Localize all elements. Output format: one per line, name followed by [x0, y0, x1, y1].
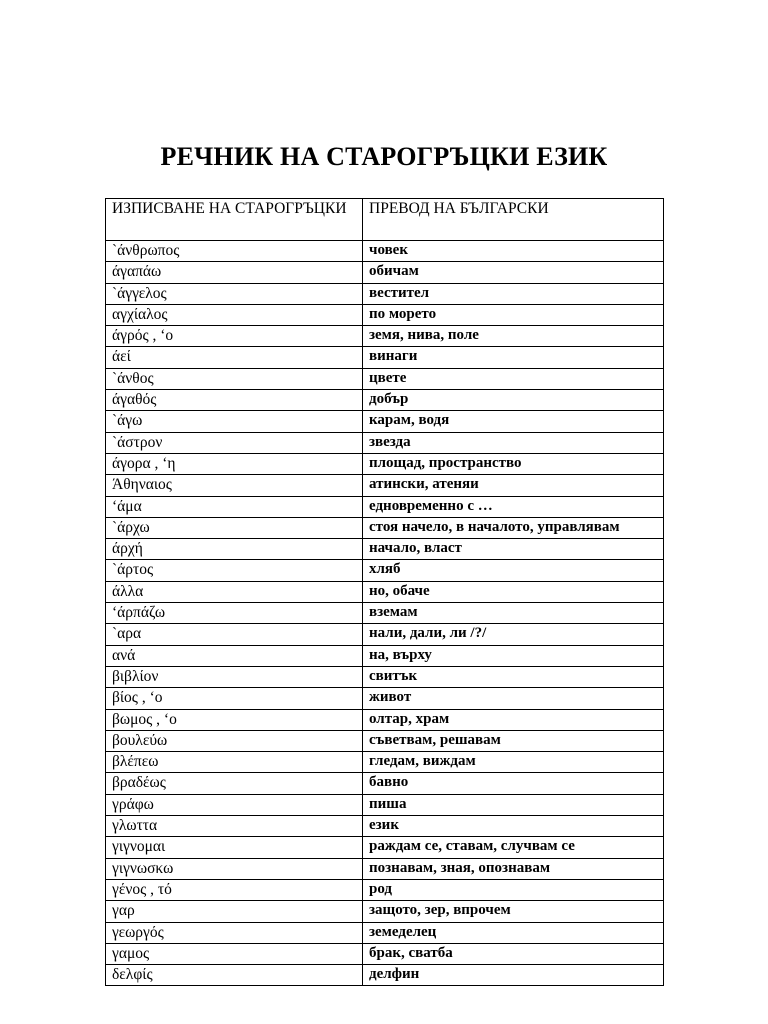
- greek-term-cell: άρχή: [106, 539, 363, 560]
- bulgarian-translation-cell: бавно: [363, 773, 664, 794]
- table-row: [106, 858, 664, 879]
- table-row: [106, 730, 664, 751]
- greek-term-cell: γιγνωσκω: [106, 858, 363, 879]
- greek-term-cell: `άρχω: [106, 517, 363, 538]
- dictionary-table: [105, 198, 664, 986]
- greek-term-cell: γαμος: [106, 943, 363, 964]
- bulgarian-translation-cell: начало, власт: [363, 539, 664, 560]
- table-row: [106, 624, 664, 645]
- table-row: [106, 879, 664, 900]
- bulgarian-translation-cell: свитък: [363, 666, 664, 687]
- table-header-row: [106, 199, 664, 241]
- bulgarian-translation-cell: атински, атеняи: [363, 475, 664, 496]
- greek-term-cell: άλλα: [106, 581, 363, 602]
- bulgarian-translation-cell: гледам, виждам: [363, 752, 664, 773]
- bulgarian-translation-cell: стоя начело, в началото, управлявам: [363, 517, 664, 538]
- bulgarian-translation-cell: език: [363, 816, 664, 837]
- table-row: [106, 965, 664, 986]
- table-row: [106, 304, 664, 325]
- bulgarian-translation-cell: на, върху: [363, 645, 664, 666]
- table-row: [106, 326, 664, 347]
- greek-term-cell: ανά: [106, 645, 363, 666]
- greek-term-cell: βουλεύω: [106, 730, 363, 751]
- bulgarian-translation-cell: познавам, зная, опознавам: [363, 858, 664, 879]
- bulgarian-translation-cell: живот: [363, 688, 664, 709]
- bulgarian-translation-cell: пиша: [363, 794, 664, 815]
- table-row: [106, 645, 664, 666]
- bulgarian-translation-cell: земя, нива, поле: [363, 326, 664, 347]
- bulgarian-translation-cell: цвете: [363, 368, 664, 389]
- greek-term-cell: βραδέως: [106, 773, 363, 794]
- table-row: [106, 943, 664, 964]
- bulgarian-translation-cell: олтар, храм: [363, 709, 664, 730]
- table-row: [106, 496, 664, 517]
- table-row: [106, 752, 664, 773]
- bulgarian-translation-cell: добър: [363, 390, 664, 411]
- bulgarian-translation-cell: обичам: [363, 262, 664, 283]
- bulgarian-translation-cell: едновременно с …: [363, 496, 664, 517]
- table-row: [106, 709, 664, 730]
- greek-term-cell: `άνθρωπος: [106, 241, 363, 262]
- page-title: РЕЧНИК НА СТАРОГРЪЦКИ ЕЗИК: [160, 142, 608, 171]
- greek-term-cell: άγορα , ‘η: [106, 453, 363, 474]
- greek-term-cell: ‘άρπάζω: [106, 603, 363, 624]
- greek-term-cell: δελφίς: [106, 965, 363, 986]
- bulgarian-translation-cell: винаги: [363, 347, 664, 368]
- table-row: [106, 453, 664, 474]
- bulgarian-translation-cell: защото, зер, впрочем: [363, 901, 664, 922]
- table-row: [106, 560, 664, 581]
- greek-term-cell: Άθηναιος: [106, 475, 363, 496]
- bulgarian-translation-cell: по морето: [363, 304, 664, 325]
- table-row: [106, 390, 664, 411]
- table-row: [106, 773, 664, 794]
- greek-term-cell: βιβλίον: [106, 666, 363, 687]
- bulgarian-translation-cell: хляб: [363, 560, 664, 581]
- table-row: [106, 901, 664, 922]
- table-row: [106, 241, 664, 262]
- greek-term-cell: γεωργός: [106, 922, 363, 943]
- bulgarian-translation-cell: карам, водя: [363, 411, 664, 432]
- bulgarian-translation-cell: делфин: [363, 965, 664, 986]
- table-row: [106, 666, 664, 687]
- bulgarian-translation-cell: земеделец: [363, 922, 664, 943]
- header-greek: ИЗПИСВАНЕ НА СТАРОГРЪЦКИ: [106, 199, 363, 241]
- greek-term-cell: αγχίαλος: [106, 304, 363, 325]
- greek-term-cell: γράφω: [106, 794, 363, 815]
- table-row: [106, 922, 664, 943]
- table-row: [106, 837, 664, 858]
- table-row: [106, 816, 664, 837]
- table-row: [106, 539, 664, 560]
- bulgarian-translation-cell: нали, дали, ли /?/: [363, 624, 664, 645]
- greek-term-cell: `άνθος: [106, 368, 363, 389]
- greek-term-cell: άγαπάω: [106, 262, 363, 283]
- bulgarian-translation-cell: звезда: [363, 432, 664, 453]
- greek-term-cell: βλέπεω: [106, 752, 363, 773]
- table-row: [106, 517, 664, 538]
- greek-term-cell: γλωττα: [106, 816, 363, 837]
- table-body: [106, 241, 664, 986]
- table-row: [106, 603, 664, 624]
- table-row: [106, 411, 664, 432]
- greek-term-cell: γαρ: [106, 901, 363, 922]
- greek-term-cell: `άγω: [106, 411, 363, 432]
- table-row: [106, 347, 664, 368]
- bulgarian-translation-cell: раждам се, ставам, случвам се: [363, 837, 664, 858]
- table-row: [106, 794, 664, 815]
- greek-term-cell: `άγγελος: [106, 283, 363, 304]
- greek-term-cell: άγαθός: [106, 390, 363, 411]
- greek-term-cell: βίος , ‘ο: [106, 688, 363, 709]
- greek-term-cell: γιγνομαι: [106, 837, 363, 858]
- greek-term-cell: `αρα: [106, 624, 363, 645]
- table-row: [106, 283, 664, 304]
- header-bulgarian: ПРЕВОД НА БЪЛГАРСКИ: [363, 199, 664, 241]
- bulgarian-translation-cell: площад, пространство: [363, 453, 664, 474]
- table-row: [106, 688, 664, 709]
- bulgarian-translation-cell: човек: [363, 241, 664, 262]
- greek-term-cell: ‘άμα: [106, 496, 363, 517]
- table-row: [106, 368, 664, 389]
- table-row: [106, 262, 664, 283]
- bulgarian-translation-cell: но, обаче: [363, 581, 664, 602]
- table-row: [106, 581, 664, 602]
- bulgarian-translation-cell: съветвам, решавам: [363, 730, 664, 751]
- greek-term-cell: `άρτος: [106, 560, 363, 581]
- greek-term-cell: βωμος , ‘ο: [106, 709, 363, 730]
- table-row: [106, 432, 664, 453]
- bulgarian-translation-cell: вестител: [363, 283, 664, 304]
- bulgarian-translation-cell: вземам: [363, 603, 664, 624]
- greek-term-cell: `άστρον: [106, 432, 363, 453]
- greek-term-cell: άεί: [106, 347, 363, 368]
- bulgarian-translation-cell: брак, сватба: [363, 943, 664, 964]
- greek-term-cell: άγρός , ‘ο: [106, 326, 363, 347]
- greek-term-cell: γένος , τό: [106, 879, 363, 900]
- table-row: [106, 475, 664, 496]
- bulgarian-translation-cell: род: [363, 879, 664, 900]
